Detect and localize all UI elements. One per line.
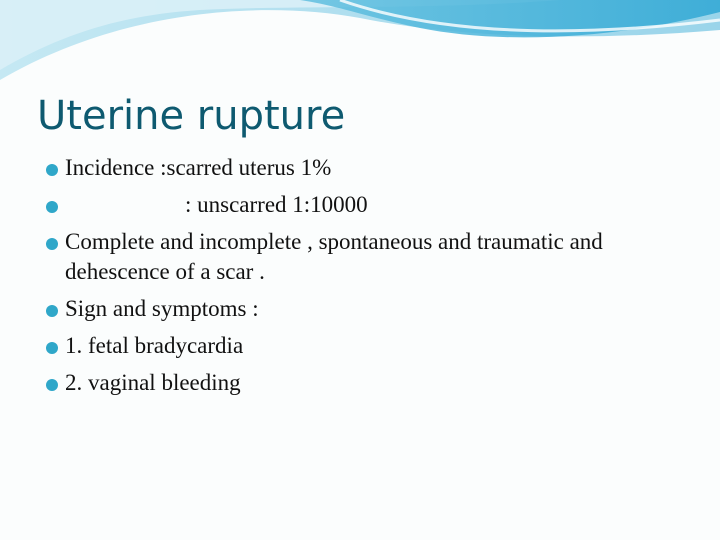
bullet-text: 1. fetal bradycardia (65, 333, 244, 358)
bullet-item-signs (46, 294, 686, 324)
bullet-text: Sign and symptoms : (65, 296, 259, 321)
bullet-dot-icon (46, 342, 58, 354)
bullet-item-bradycardia (46, 331, 686, 361)
slide-title: Uterine rupture (37, 93, 346, 139)
bullet-text: : unscarred 1:10000 (185, 192, 368, 217)
bullet-item-unscarred (46, 190, 686, 220)
header-wave-decoration (0, 0, 720, 100)
bullet-dot-icon (46, 238, 58, 250)
bullet-item-bleeding (46, 368, 686, 398)
bullet-item-incidence (46, 153, 686, 183)
bullet-dot-icon (46, 379, 58, 391)
bullet-text: 2. vaginal bleeding (65, 370, 241, 395)
bullet-text: Incidence :scarred uterus 1% (65, 155, 332, 180)
bullet-list (46, 153, 686, 405)
bullet-dot-icon (46, 201, 58, 213)
bullet-text: Complete and incomplete , spontaneous and traumatic and dehescence of a scar . (65, 229, 603, 284)
bullet-item-types (46, 227, 686, 287)
bullet-dot-icon (46, 305, 58, 317)
bullet-dot-icon (46, 164, 58, 176)
